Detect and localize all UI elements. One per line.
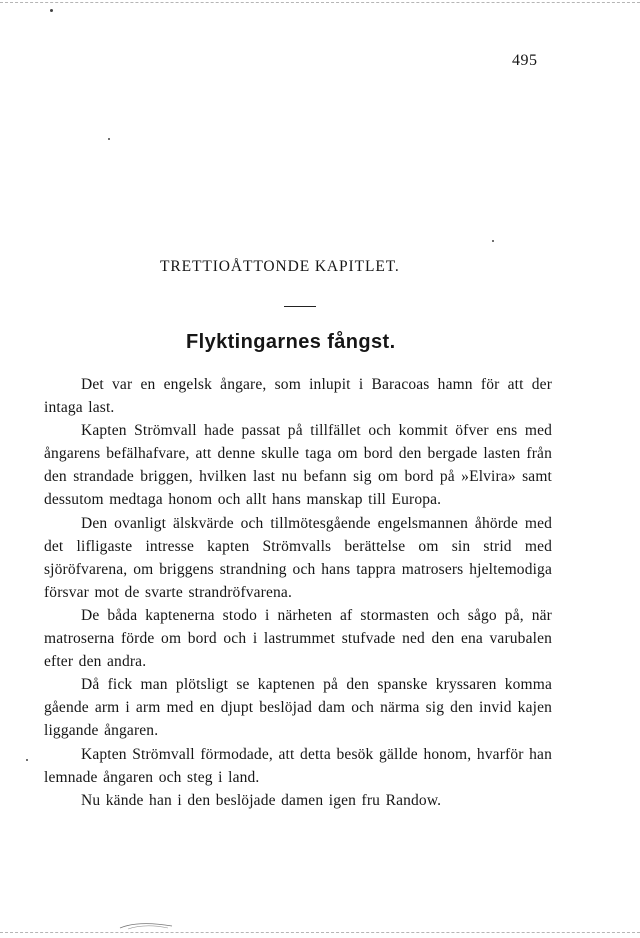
paragraph: Då fick man plötsligt se kaptenen på den spanske kryssaren komma gående arm i arm med en djupt beslöjad dam och närma sig den invid kajen liggande ångaren.: [44, 676, 552, 740]
paragraph: Den ovanligt älskvärde och tillmötesgående engelsmannen åhörde med det lifligaste intresse kapten Strömvalls berättelse om sin strid med sjöröfvarena, om briggens strandning och hans tappra matrosers hjeltemodiga försvar mot de svarte strandröfvarena.: [44, 514, 552, 601]
ink-speck: [26, 759, 28, 761]
paragraph: Det var en engelsk ångare, som inlupit i Baracoas hamn för att der intaga last.: [44, 376, 552, 417]
paragraph: Kapten Strömvall förmodade, att detta besök gällde honom, hvarför han lemnade ångaren och steg i land.: [44, 745, 552, 786]
top-edge-rule: [0, 2, 640, 3]
title-divider: [284, 306, 316, 307]
chapter-heading: TRETTIOÅTTONDE KAPITLET.: [160, 258, 400, 275]
bottom-edge-rule: [0, 932, 640, 933]
body-text: [44, 373, 552, 812]
ink-speck: [108, 138, 110, 140]
paragraph: Kapten Strömvall hade passat på tillfället och kommit öfver ens med ångarens befälhafvare, att denne skulle taga om bord den bergade lasten från den strandade briggen, hvilken last nu befann sig om bord på »Elvira» samt dessutom medtaga honom och allt hans manskap till Europa.: [44, 422, 552, 509]
paragraph: De båda kaptenerna stodo i närheten af stormasten och sågo på, när matroserna förde om bord och i lastrummet stufvade ned den ena varubalen efter den andra.: [44, 606, 552, 671]
page-number: 495: [512, 52, 538, 69]
chapter-title: Flyktingarnes fångst.: [186, 331, 396, 353]
ink-speck: [50, 9, 53, 12]
ink-smudge: [118, 922, 174, 930]
paragraph: Nu kände han i den beslöjade damen igen fru Randow.: [81, 791, 442, 809]
ink-speck: [492, 240, 494, 242]
